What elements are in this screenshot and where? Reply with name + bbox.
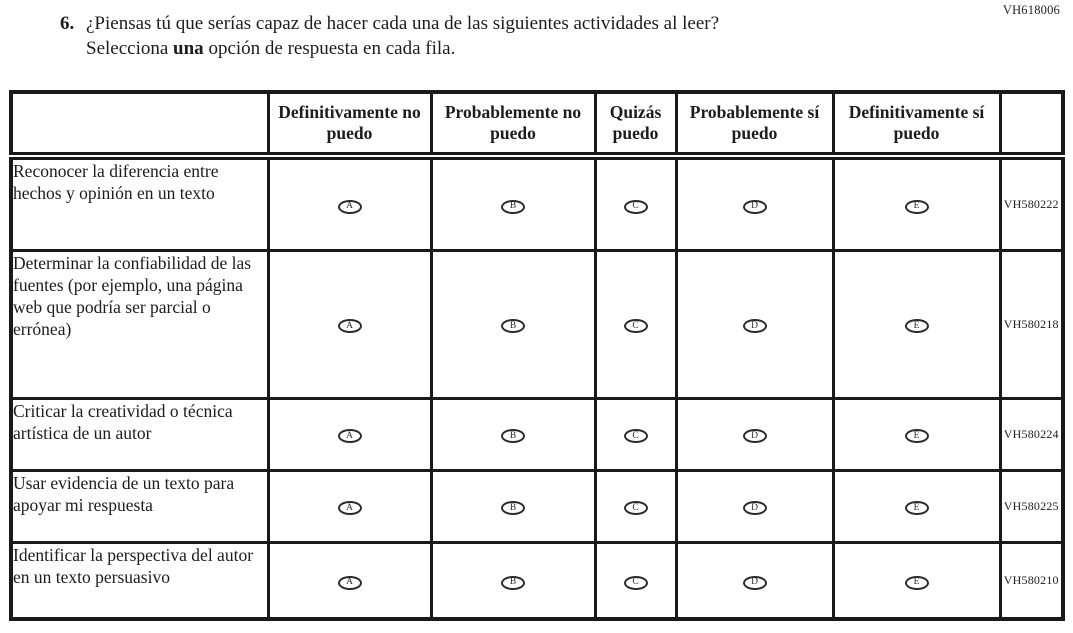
option-cell: [595, 250, 676, 398]
question-number: 6.: [60, 13, 75, 34]
row-letter: [0, 160, 13, 182]
question-text-bold: una: [173, 38, 204, 60]
question-text: [86, 11, 746, 61]
option-cell: [595, 470, 676, 542]
row-text: Criticar la creatividad o técnica artística de un autor: [13, 400, 233, 443]
row-text: Reconocer la diferencia entre hechos y opinión en un texto: [13, 161, 219, 204]
option-cell: [833, 470, 1000, 542]
answer-bubble-d[interactable]: D: [743, 576, 767, 590]
option-cell: [676, 398, 833, 470]
column-header-definitivamente-no-puedo: Definitivamente no puedo: [268, 92, 431, 156]
answer-bubble-e[interactable]: E: [905, 200, 929, 214]
answer-bubble-a[interactable]: A: [338, 576, 362, 590]
question-text-before: ¿Piensas tú que serías capaz de hacer cada una de las siguientes actividades al leer? Selecciona: [86, 13, 720, 60]
option-cell: [595, 542, 676, 619]
answer-bubble-c[interactable]: C: [624, 429, 648, 443]
option-cell: [833, 250, 1000, 398]
answer-bubble-d[interactable]: D: [743, 319, 767, 333]
option-cell: [268, 470, 431, 542]
option-cell: [268, 398, 431, 470]
item-code: VH580225: [1000, 470, 1063, 542]
option-cell: [676, 542, 833, 619]
answer-bubble-e[interactable]: E: [905, 429, 929, 443]
code-column-header: [1000, 92, 1063, 156]
option-cell: [595, 156, 676, 250]
answer-bubble-b[interactable]: B: [501, 319, 525, 333]
row-text: Determinar la confiabilidad de las fuentes (por ejemplo, una página web que podría ser parcial o errónea): [13, 252, 252, 339]
option-cell: [431, 156, 595, 250]
corner-cell: [11, 92, 268, 156]
response-table: [9, 90, 1065, 621]
answer-bubble-b[interactable]: B: [501, 501, 525, 515]
option-cell: [833, 398, 1000, 470]
column-header-probablemente-si-puedo: Probablemente sí puedo: [676, 92, 833, 156]
answer-bubble-d[interactable]: D: [743, 501, 767, 515]
option-cell: [431, 542, 595, 619]
item-code: VH580222: [1000, 156, 1063, 250]
statement-cell: [11, 542, 268, 619]
answer-bubble-c[interactable]: C: [624, 200, 648, 214]
form-code: VH618006: [1002, 3, 1060, 17]
option-cell: [431, 470, 595, 542]
table-row-d: [11, 470, 1063, 542]
option-cell: [595, 398, 676, 470]
answer-bubble-c[interactable]: C: [624, 319, 648, 333]
option-cell: [431, 250, 595, 398]
option-cell: [833, 156, 1000, 250]
answer-bubble-d[interactable]: D: [743, 429, 767, 443]
answer-bubble-c[interactable]: C: [624, 576, 648, 590]
answer-bubble-e[interactable]: E: [905, 501, 929, 515]
row-letter: [0, 400, 13, 422]
statement-cell: [11, 470, 268, 542]
option-cell: [431, 398, 595, 470]
option-cell: [268, 156, 431, 250]
row-text: Identificar la perspectiva del autor en un texto persuasivo: [13, 544, 254, 587]
table-row-a: [11, 156, 1063, 250]
question-text-after: opción de respuesta en cada fila.: [203, 38, 456, 60]
option-cell: [833, 542, 1000, 619]
option-cell: [268, 250, 431, 398]
answer-bubble-b[interactable]: B: [501, 429, 525, 443]
answer-bubble-b[interactable]: B: [501, 200, 525, 214]
table-row-e: [11, 542, 1063, 619]
answer-bubble-e[interactable]: E: [905, 576, 929, 590]
item-code: VH580218: [1000, 250, 1063, 398]
answer-bubble-e[interactable]: E: [905, 319, 929, 333]
answer-bubble-a[interactable]: A: [338, 501, 362, 515]
answer-bubble-a[interactable]: A: [338, 200, 362, 214]
table-row-c: [11, 398, 1063, 470]
statement-cell: [11, 398, 268, 470]
header-row: [11, 92, 1063, 156]
option-cell: [676, 250, 833, 398]
answer-bubble-c[interactable]: C: [624, 501, 648, 515]
item-code: VH580210: [1000, 542, 1063, 619]
row-letter: [0, 544, 13, 566]
column-header-probablemente-no-puedo: Probablemente no puedo: [431, 92, 595, 156]
option-cell: [268, 542, 431, 619]
option-cell: [676, 470, 833, 542]
row-letter: [0, 252, 13, 274]
option-cell: [676, 156, 833, 250]
statement-cell: [11, 156, 268, 250]
answer-bubble-d[interactable]: D: [743, 200, 767, 214]
item-code: VH580224: [1000, 398, 1063, 470]
table-row-b: [11, 250, 1063, 398]
row-letter: [0, 472, 13, 494]
answer-bubble-a[interactable]: A: [338, 429, 362, 443]
statement-cell: [11, 250, 268, 398]
answer-bubble-a[interactable]: A: [338, 319, 362, 333]
answer-bubble-b[interactable]: B: [501, 576, 525, 590]
question-block: [60, 11, 760, 61]
row-text: Usar evidencia de un texto para apoyar mi respuesta: [13, 472, 235, 515]
column-header-definitivamente-si-puedo: Definitivamente sí puedo: [833, 92, 1000, 156]
column-header-quizas-puedo: Quizás puedo: [595, 92, 676, 156]
